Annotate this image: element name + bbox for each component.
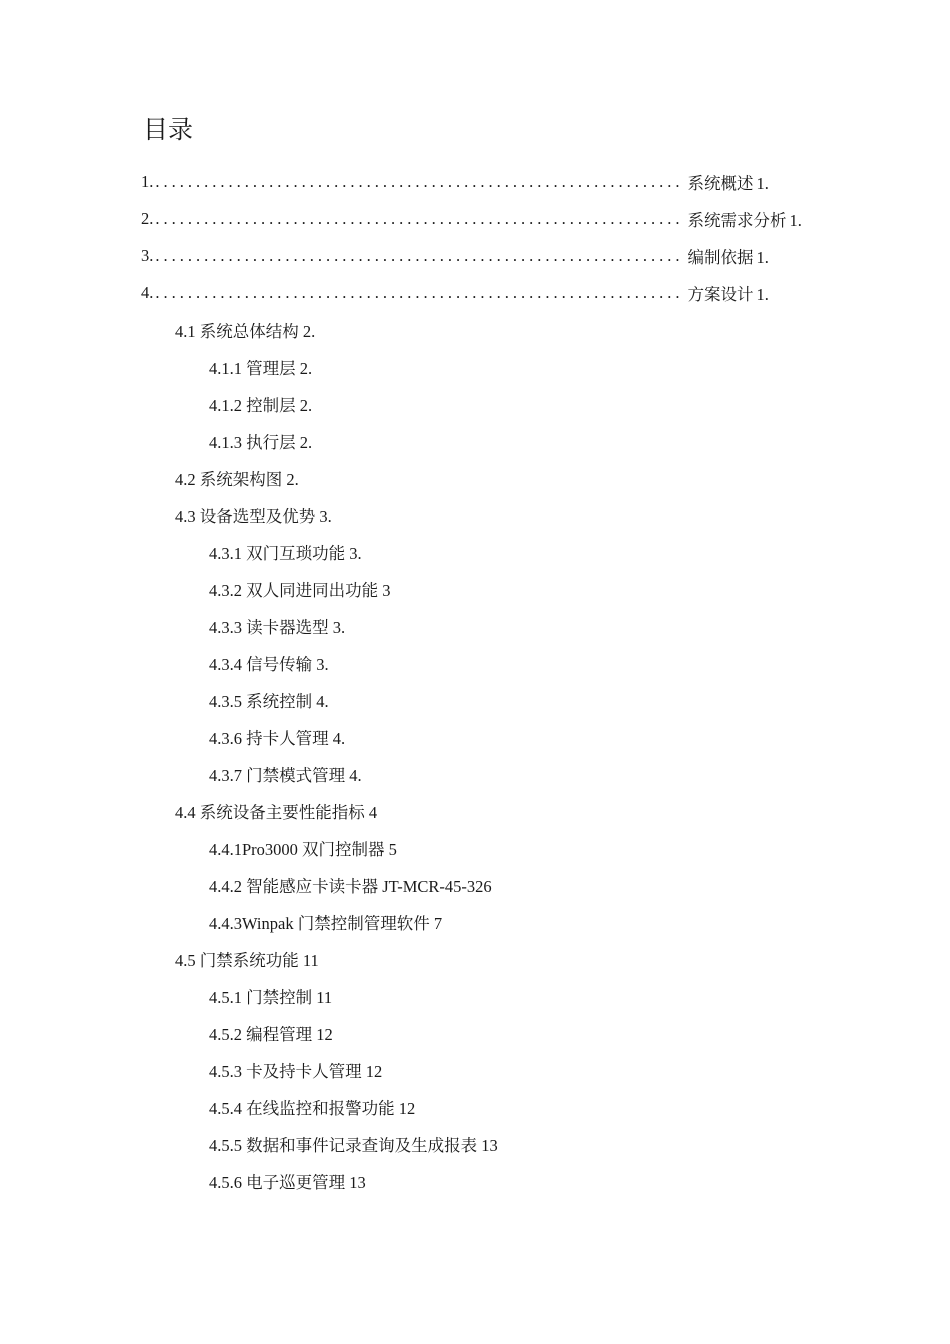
toc-entry[interactable]: 4.3.1 双门互琐功能 3.	[209, 543, 362, 563]
toc-entry[interactable]: 4.1.3 执行层 2.	[209, 432, 313, 452]
toc-entry[interactable]: 4.5.4 在线监控和报警功能 12	[209, 1098, 416, 1118]
table-of-contents	[0, 163, 950, 1199]
toc-entry[interactable]	[141, 274, 769, 311]
toc-entry-title: 编制依据	[687, 247, 754, 267]
toc-dot-leader: .................................................................	[155, 282, 684, 302]
toc-dot-leader: .................................................................	[155, 208, 684, 228]
toc-entry[interactable]	[141, 237, 769, 274]
toc-page-number: 1.	[756, 247, 769, 267]
toc-entry[interactable]	[141, 163, 769, 200]
toc-entry[interactable]: 4.5.6 电子巡更管理 13	[209, 1172, 366, 1192]
toc-entry[interactable]: 4.3 设备选型及优势 3.	[175, 506, 332, 526]
toc-entry-title: 方案设计	[687, 284, 754, 304]
toc-title: 目录	[143, 115, 194, 144]
toc-entry[interactable]: 4.3.6 持卡人管理 4.	[209, 728, 346, 748]
toc-page-number: 1.	[756, 173, 769, 193]
toc-entry[interactable]: 4.5.2 编程管理 12	[209, 1024, 333, 1044]
toc-entry-title: 系统需求分析	[687, 210, 787, 230]
toc-entry[interactable]: 4.3.2 双人同进同出功能 3	[209, 580, 391, 600]
toc-entry[interactable]: 4.1 系统总体结构 2.	[175, 321, 316, 341]
toc-entry[interactable]: 4.4 系统设备主要性能指标 4	[175, 802, 378, 822]
toc-entry[interactable]: 4.2 系统架构图 2.	[175, 469, 299, 489]
toc-entry[interactable]: 4.5 门禁系统功能 11	[175, 950, 319, 970]
toc-entry[interactable]: 4.4.1Pro3000 双门控制器 5	[209, 839, 397, 859]
toc-entry-number: 4.	[141, 282, 154, 302]
toc-entry[interactable]: 4.4.2 智能感应卡读卡器 JT-MCR-45-326	[209, 876, 492, 896]
toc-entry[interactable]: 4.5.3 卡及持卡人管理 12	[209, 1061, 383, 1081]
toc-entry-number: 3.	[141, 245, 154, 265]
toc-entry[interactable]: 4.1.1 管理层 2.	[209, 358, 313, 378]
toc-dot-leader: .................................................................	[155, 171, 684, 191]
toc-entry[interactable]: 4.5.1 门禁控制 11	[209, 987, 333, 1007]
toc-entry[interactable]	[141, 200, 802, 237]
toc-entry[interactable]: 4.3.7 门禁模式管理 4.	[209, 765, 362, 785]
toc-entry-title: 系统概述	[687, 173, 754, 193]
toc-entry-number: 2.	[141, 208, 154, 228]
toc-entry[interactable]: 4.1.2 控制层 2.	[209, 395, 313, 415]
toc-entry[interactable]: 4.3.3 读卡器选型 3.	[209, 617, 346, 637]
toc-entry-number: 1.	[141, 171, 154, 191]
toc-dot-leader: .................................................................	[155, 245, 684, 265]
toc-page-number: 1.	[789, 210, 802, 230]
toc-entry[interactable]: 4.3.5 系统控制 4.	[209, 691, 329, 711]
toc-entry[interactable]: 4.4.3Winpak 门禁控制管理软件 7	[209, 913, 443, 933]
toc-page-number: 1.	[756, 284, 769, 304]
toc-entry[interactable]: 4.3.4 信号传输 3.	[209, 654, 329, 674]
toc-entry[interactable]: 4.5.5 数据和事件记录查询及生成报表 13	[209, 1135, 498, 1155]
